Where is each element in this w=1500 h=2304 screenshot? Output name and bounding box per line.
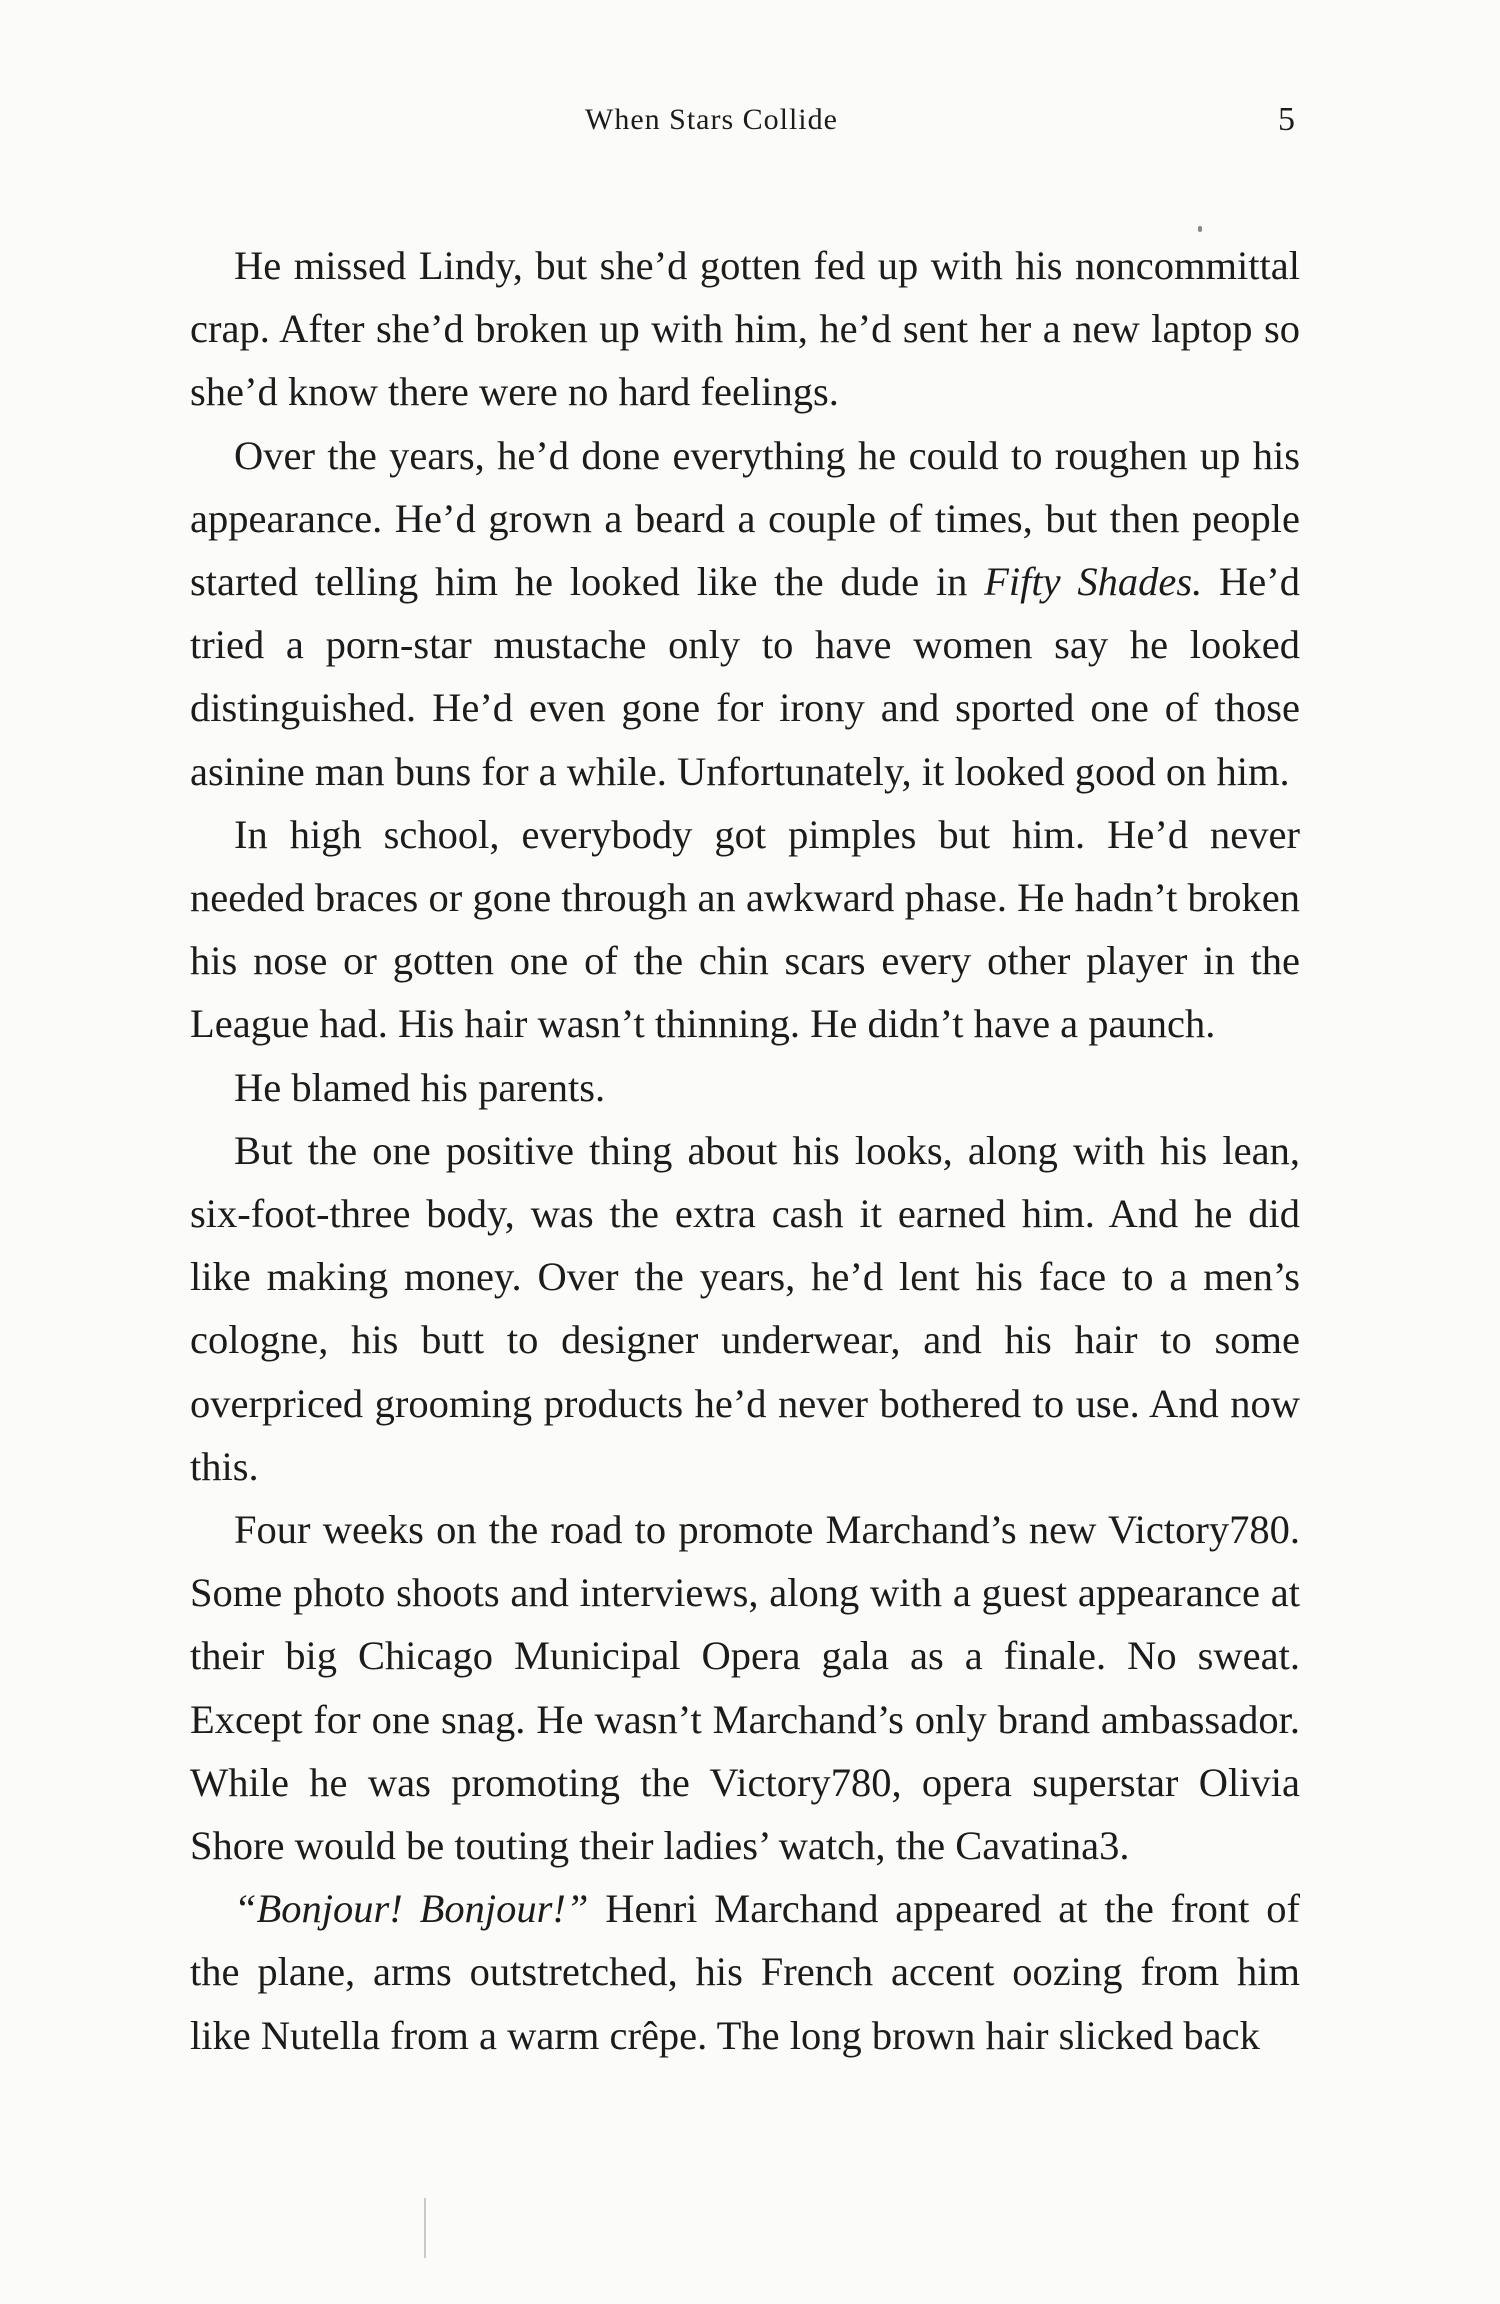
paragraph-text: In high school, everybody got pimples but him. He’d never needed braces or gone through an awkward phase. He hadn’t broken his nose or gotten one of the chin scars every other player in the League had. His hair wasn’t thinning. He didn’t have a paunch. xyxy=(190,811,1300,1047)
paragraph xyxy=(190,234,1300,424)
paragraph-text: Four weeks on the road to promote Marchand’s new Victory780. Some photo shoots and interviews, along with a guest appearance at their big Chicago Municipal Opera gala as a finale. No sweat. Except for one snag. He wasn’t Marchand’s only brand ambassador. While he was promoting the Victory780, opera superstar Olivia Shore would be touting their ladies’ watch, the Cavatina3. xyxy=(190,1507,1300,1869)
paragraph-text: Over the years, he’d done everything he could to roughen up his appearance. He’d grown a beard a couple of times, but then people started telling him he looked like the dude in xyxy=(190,432,1300,605)
paragraph xyxy=(190,1119,1300,1498)
paragraph-text: He blamed his parents. xyxy=(234,1064,606,1110)
scan-mark xyxy=(424,2198,426,2258)
paragraph-text: But the one positive thing about his looks, along with his lean, six-foot-three body, was the extra cash it earned him. And he did like making money. Over the years, he’d lent his face to a men’s cologne, his butt to designer underwear, and his hair to some overpriced grooming products he’d never bothered to use. And now this. xyxy=(190,1127,1300,1489)
italic-title: Fifty Shades. xyxy=(984,559,1203,605)
paragraph-text: He missed Lindy, but she’d gotten fed up with his noncommittal crap. After she’d broken up with him, he’d sent her a new laptop so she’d know there were no hard feelings. xyxy=(190,243,1300,415)
body-text xyxy=(190,234,1300,2067)
page-number: 5 xyxy=(1278,101,1295,138)
paragraph-text: He’d tried a porn-star mustache only to have women say he looked distinguished. He’d even gone for irony and sported one of those asinine man buns for a while. Unfortunately, it looked good on him. xyxy=(190,559,1300,794)
paragraph xyxy=(190,424,1300,803)
print-speck xyxy=(1198,226,1202,232)
paragraph xyxy=(190,1498,1300,1877)
paragraph xyxy=(190,1056,1300,1119)
paragraph-text: Henri Marchand appeared at the front of the plane, arms outstretched, his French accent oozing from him like Nutella from a warm crêpe. The long brown hair slicked back xyxy=(190,1886,1300,2058)
running-title: When Stars Collide xyxy=(585,103,838,136)
running-header xyxy=(0,100,1500,140)
paragraph xyxy=(190,1877,1300,2067)
paragraph xyxy=(190,803,1300,1056)
italic-dialogue: “Bonjour! Bonjour!” xyxy=(234,1886,589,1932)
